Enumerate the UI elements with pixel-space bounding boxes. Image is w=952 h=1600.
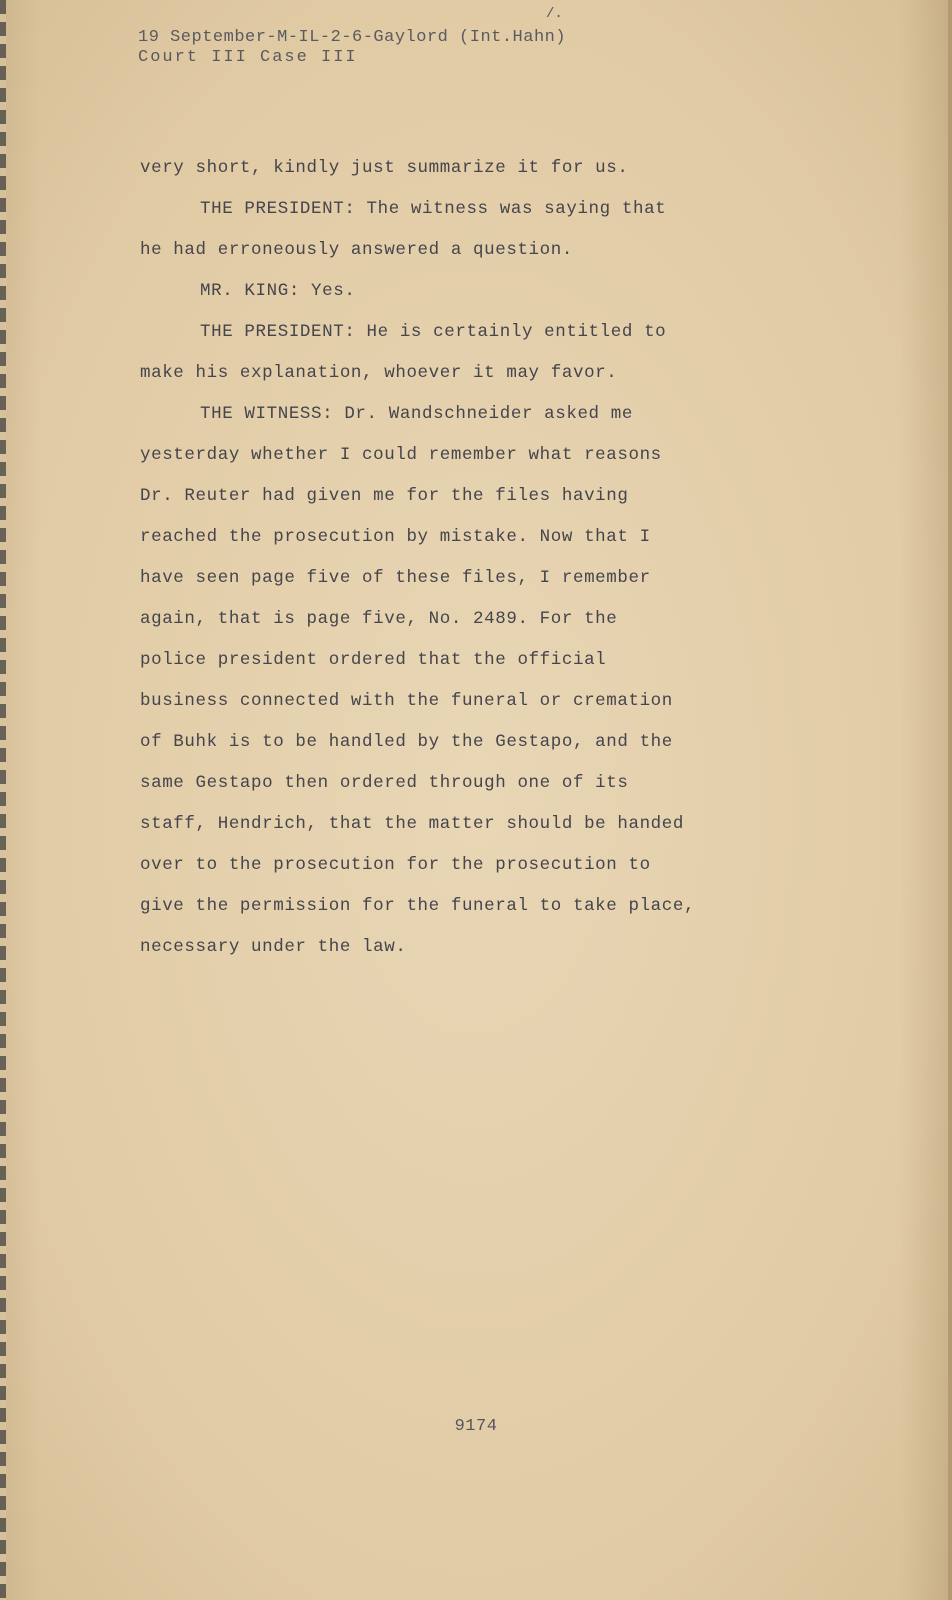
page-number: 9174 <box>454 1417 498 1436</box>
transcript-line: make his explanation, whoever it may favor. <box>140 363 618 383</box>
corner-mark: /. <box>546 6 563 22</box>
transcript-line: THE PRESIDENT: He is certainly entitled to <box>200 322 667 342</box>
transcript-line: reached the prosecution by mistake. Now that I <box>140 527 651 547</box>
transcript-line: very short, kindly just summarize it for us. <box>140 158 629 178</box>
transcript-line: same Gestapo then ordered through one of its <box>140 773 629 793</box>
transcript-line: MR. KING: Yes. <box>200 281 356 301</box>
transcript-line: THE PRESIDENT: The witness was saying that <box>200 199 667 219</box>
transcript-line: have seen page five of these files, I remember <box>140 568 651 588</box>
transcript-line: yesterday whether I could remember what reasons <box>140 445 662 465</box>
header-session-line: 19 September-M-IL-2-6-Gaylord (Int.Hahn) <box>138 28 567 47</box>
transcript-line: of Buhk is to be handled by the Gestapo, and the <box>140 732 673 752</box>
punched-edge <box>0 0 6 1600</box>
transcript-line: give the permission for the funeral to take place, <box>140 896 696 916</box>
transcript-line: necessary under the law. <box>140 937 407 957</box>
transcript-line: over to the prosecution for the prosecution to <box>140 855 651 875</box>
transcript-body <box>140 148 780 968</box>
transcript-line: THE WITNESS: Dr. Wandschneider asked me <box>200 404 633 424</box>
transcript-line: police president ordered that the official <box>140 650 607 670</box>
page-edge <box>948 0 952 1600</box>
transcript-line: he had erroneously answered a question. <box>140 240 573 260</box>
transcript-line: business connected with the funeral or cremation <box>140 691 673 711</box>
transcript-line: again, that is page five, No. 2489. For the <box>140 609 618 629</box>
transcript-line: staff, Hendrich, that the matter should be handed <box>140 814 684 834</box>
header-court-line: Court III Case III <box>138 48 358 67</box>
transcript-line: Dr. Reuter had given me for the files having <box>140 486 629 506</box>
transcript-header <box>138 28 566 68</box>
